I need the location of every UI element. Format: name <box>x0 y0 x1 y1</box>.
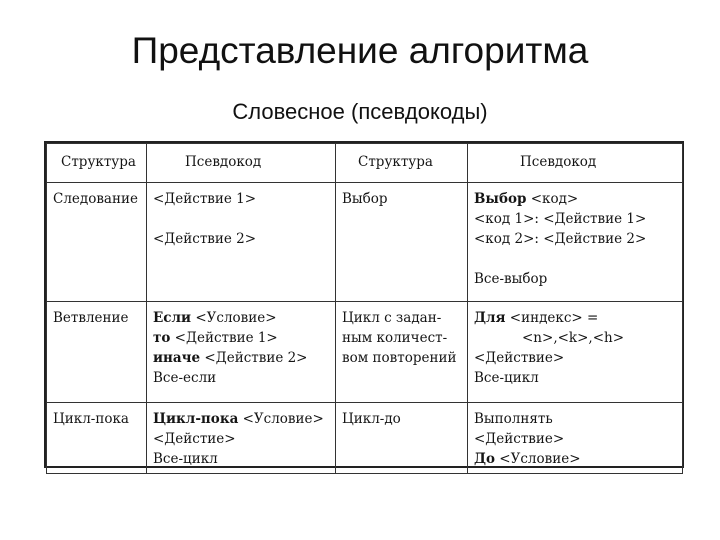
table-row <box>47 302 683 403</box>
code-text: <Действие 1> <box>170 330 278 346</box>
structure-counted-loop <box>336 302 468 403</box>
pseudocode-do-until-loop <box>468 403 683 474</box>
header-pseudocode-1: Псевдокод <box>147 144 336 183</box>
table-row <box>47 403 683 474</box>
code-line: <Действие> <box>474 431 565 447</box>
code-line: Все-выбор <box>474 271 548 287</box>
code-line: <Действие 1> <box>153 191 257 207</box>
code-line <box>153 348 329 368</box>
structure-while-loop: Цикл-пока <box>47 403 147 474</box>
table-row <box>47 183 683 302</box>
structure-branch: Ветвление <box>47 302 147 403</box>
pseudocode-while-loop <box>147 403 336 474</box>
header-structure-2: Структура <box>336 144 468 183</box>
code-line: <Действие> <box>474 350 565 366</box>
code-text: <Условие> <box>191 310 277 326</box>
keyword: Для <box>474 310 506 326</box>
keyword: иначе <box>153 350 201 366</box>
code-line: <Действие 2> <box>153 231 257 247</box>
text-line: вом повторений <box>342 350 457 366</box>
header-structure-1: Структура <box>47 144 147 183</box>
pseudocode-counted-loop <box>468 302 683 403</box>
code-line <box>153 409 329 429</box>
code-text: <Действие 2> <box>200 350 308 366</box>
pseudocode-branch <box>147 302 336 403</box>
text-line: Цикл с задан- <box>342 310 442 326</box>
code-text: <индекс> = <box>505 310 599 326</box>
code-line: Все-цикл <box>474 370 539 386</box>
code-line: <Дейстие> <box>153 431 236 447</box>
code-line <box>474 189 676 209</box>
code-line <box>474 449 676 469</box>
keyword: Выбор <box>474 191 527 207</box>
table-header-row <box>47 144 683 183</box>
keyword: то <box>153 330 171 346</box>
code-line <box>474 308 676 328</box>
keyword: Цикл-пока <box>153 411 239 427</box>
pseudocode-table-grid <box>46 143 683 474</box>
page-subtitle: Словесное (псевдокоды) <box>232 99 488 124</box>
code-line: Выполнять <box>474 411 553 427</box>
code-line: Все-цикл <box>153 451 218 467</box>
structure-sequence: Следование <box>47 183 147 302</box>
code-line <box>153 328 329 348</box>
pseudocode-sequence <box>147 183 336 302</box>
page-title: Представление алгоритма <box>131 30 589 71</box>
keyword: Если <box>153 310 192 326</box>
structure-choice: Выбор <box>336 183 468 302</box>
pseudocode-table <box>44 141 684 468</box>
code-line: Все-если <box>153 370 217 386</box>
header-pseudocode-2: Псевдокод <box>468 144 683 183</box>
code-text: <Условие> <box>238 411 324 427</box>
keyword: До <box>474 451 496 467</box>
code-line <box>153 308 329 328</box>
code-text: <Условие> <box>495 451 581 467</box>
code-line: <код 2>: <Действие 2> <box>474 231 647 247</box>
code-line: <код 1>: <Действие 1> <box>474 211 647 227</box>
structure-do-until-loop: Цикл-до <box>336 403 468 474</box>
code-text: <код> <box>526 191 579 207</box>
text-line: ным количест- <box>342 330 448 346</box>
code-line: <n>,<k>,<h> <box>522 330 625 346</box>
pseudocode-choice <box>468 183 683 302</box>
